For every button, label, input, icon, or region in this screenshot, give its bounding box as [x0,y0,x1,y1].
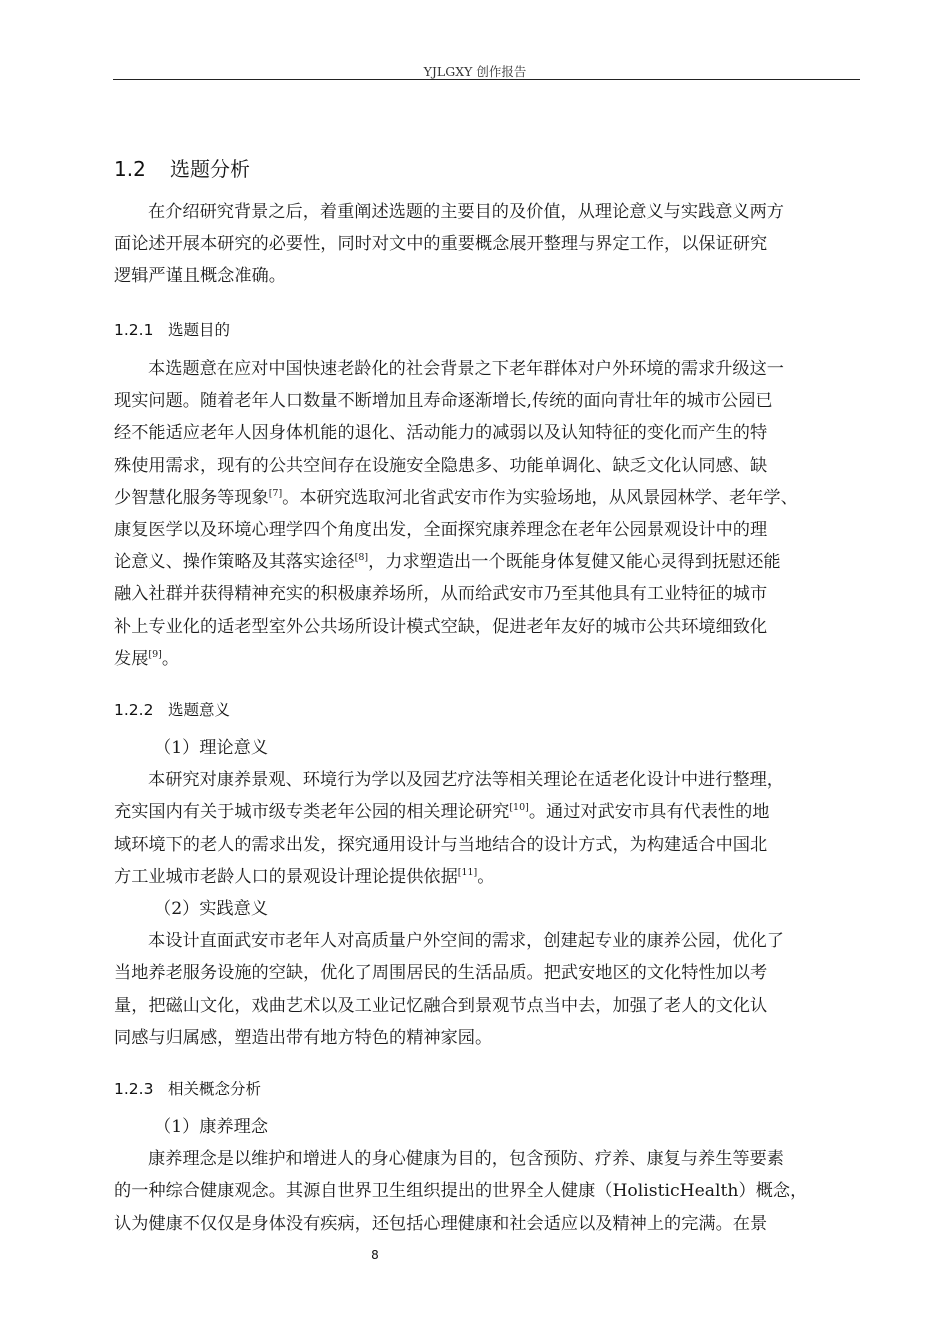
subsection-title: 相关概念分析 [168,1080,262,1098]
text-run: 。 [477,866,495,887]
text-run: 方工业城市老龄人口的景观设计理论提供依据 [114,866,458,887]
text-run: 发展 [114,648,149,669]
text-line: 康养理念是以维护和增进人的身心健康为目的，包含预防、疗养、康复与养生等要素 [148,1149,784,1170]
subsection-number: 1.2.2 [114,701,154,719]
text-line: 融入社群并获得精神充实的积极康养场所，从而给武安市乃至其他具有工业特征的城市 [114,584,768,605]
text-run: 。本研究选取河北省武安市作为实验场地，从风景园林学、老年学、 [282,487,798,508]
citation: [11] [457,866,478,878]
text-line [114,643,860,675]
text-run: 。通过对武安市具有代表性的地 [528,802,770,823]
list-heading-theory: （1）理论意义 [154,738,269,758]
citation: [8] [354,552,369,564]
page-number: 8 [371,1248,379,1262]
section-heading [114,153,250,182]
subsection-heading-122 [114,698,230,720]
text-line: 在介绍研究背景之后，着重阐述选题的主要目的及价值，从理论意义与实践意义两方 [148,202,784,222]
text-run: 少智慧化服务等现象 [114,487,269,508]
citation: [10] [509,802,529,814]
header-divider [113,79,860,80]
running-header: YJLGXY 创作报告 [423,64,527,79]
text-line [114,861,860,893]
subsection-heading-121 [114,318,230,340]
list-heading-practice: （2）实践意义 [154,898,269,919]
text-line [114,796,860,828]
subsection-title: 选题意义 [168,701,231,719]
text-line: 本选题意在应对中国快速老龄化的社会背景之下老年群体对户外环境的需求升级这一 [148,359,784,379]
text-line: 康复医学以及环境心理学四个角度出发，全面探究康养理念在老年公园景观设计中的理 [114,519,768,540]
purpose-paragraph [114,353,860,675]
text-line: 域环境下的老人的需求出发，探究通用设计与当地结合的设计方式，为构建适合中国北 [114,834,768,855]
text-line: 量，把磁山文化，戏曲艺术以及工业记忆融合到景观节点当中去，加强了老人的文化认 [114,995,768,1016]
subsection-number: 1.2.1 [114,321,154,339]
citation: [9] [148,648,162,660]
text-run: 充实国内有关于城市级专类老年公园的相关理论研究 [114,802,510,823]
citation: [7] [268,487,283,499]
section-title: 选题分析 [170,157,250,181]
text-line: 的一种综合健康观念。其源自世界卫生组织提出的世界全人健康（HolisticHealth）概念， [114,1181,808,1202]
text-line: 经不能适应老年人因身体机能的退化、活动能力的减弱以及认知特征的变化而产生的特 [114,423,768,444]
text-line: 本设计直面武安市老年人对高质量户外空间的需求，创建起专业的康养公园，优化了 [148,931,784,952]
text-run: ，力求塑造出一个既能身体复健又能心灵得到抚慰还能 [368,552,781,573]
subsection-title: 选题目的 [168,321,231,339]
text-line: 认为健康不仅仅是身体没有疾病，还包括心理健康和社会适应以及精神上的完满。在景 [114,1213,768,1234]
text-line: 本研究对康养景观、环境行为学以及园艺疗法等相关理论在适老化设计中进行整理， [148,770,784,791]
significance-section [114,732,860,1054]
intro-paragraph [114,196,860,293]
subsection-number: 1.2.3 [114,1080,154,1098]
section-number: 1.2 [114,157,146,181]
text-line [114,546,860,578]
text-run: 论意义、操作策略及其落实途径 [114,552,355,573]
text-line: 同感与归属感，塑造出带有地方特色的精神家园。 [114,1027,493,1048]
text-line [114,482,860,514]
text-run: 。 [161,648,180,669]
text-line: 当地养老服务设施的空缺，优化了周围居民的生活品质。把武安地区的文化特性加以考 [114,963,768,984]
subsection-heading-123 [114,1077,261,1099]
text-line: 补上专业化的适老型室外公共场所设计模式空缺，促进老年友好的城市公共环境细致化 [114,616,768,637]
list-heading-concept: （1）康养理念 [154,1117,269,1137]
text-line: 逻辑严谨且概念准确。 [114,266,286,287]
text-line: 面论述开展本研究的必要性，同时对文中的重要概念展开整理与界定工作，以保证研究 [114,234,768,255]
text-line: 殊使用需求，现有的公共空间存在设施安全隐患多、功能单调化、缺乏文化认同感、缺 [114,455,768,476]
concept-section [114,1111,860,1240]
text-line: 现实问题。随着老年人口数量不断增加且寿命逐渐增长,传统的面向青壮年的城市公园已 [114,391,773,412]
